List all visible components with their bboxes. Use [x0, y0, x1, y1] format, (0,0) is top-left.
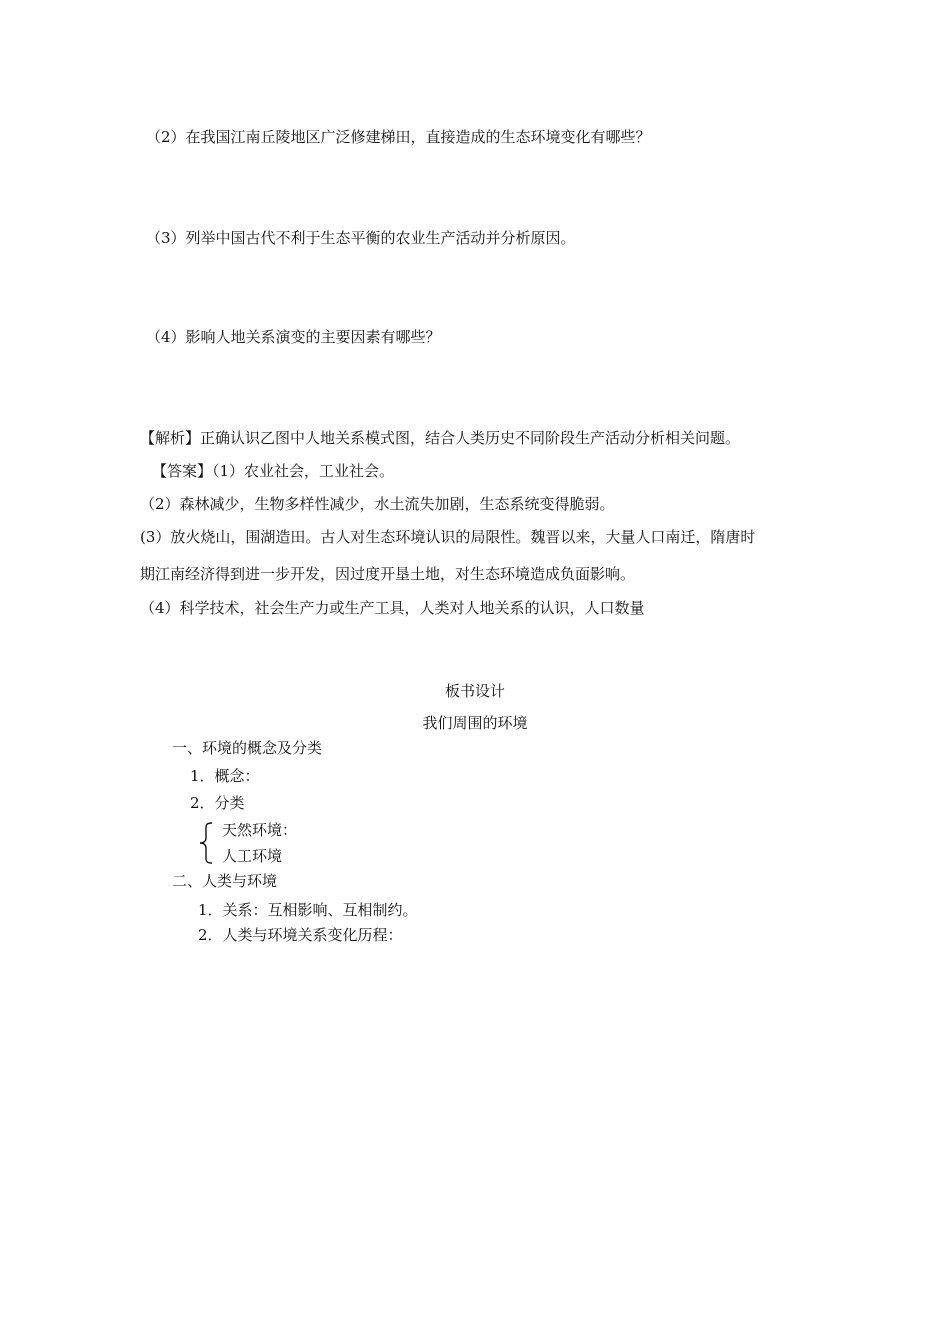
analysis-paragraph	[140, 428, 740, 448]
board-sub-natural: 天然环境：	[222, 821, 298, 839]
analysis-text: 正确认识乙图中人地关系模式图，结合人类历史不同阶段生产活动分析相关问题。	[200, 429, 741, 447]
analysis-label: 【解析】	[140, 429, 201, 447]
question-4: （4）影响人地关系演变的主要因素有哪些？	[146, 328, 441, 346]
answer-2: （2）森林减少，生物多样性减少，水土流失加剧，生态系统变得脆弱。	[140, 495, 615, 513]
board-title: 我们周围的环境	[422, 714, 528, 732]
answer-3-line-1: (3）放火烧山，围湖造田。古人对生态环境认识的局限性。魏晋以来，大量人口南迁，隋唐时	[140, 528, 756, 546]
answer-paragraph	[152, 461, 394, 481]
board-section-1: 一、环境的概念及分类	[172, 739, 323, 757]
board-sub-artificial: 人工环境	[222, 847, 283, 865]
question-2: （2）在我国江南丘陵地区广泛修建梯田，直接造成的生态环境变化有哪些？	[146, 128, 651, 146]
answer-label: 【答案】	[152, 462, 213, 480]
question-3: （3）列举中国古代不利于生态平衡的农业生产活动并分析原因。	[146, 229, 576, 247]
answer-3-line-2: 期江南经济得到进一步开发，因过度开垦土地，对生态环境造成负面影响。	[140, 565, 636, 583]
curly-brace-icon	[198, 822, 216, 864]
board-section-2-item-2: 2．人类与环境关系变化历程：	[198, 926, 403, 944]
board-section-1-item-1: 1．概念：	[190, 767, 260, 785]
board-heading: 板书设计	[444, 682, 505, 700]
answer-4: （4）科学技术，社会生产力或生产工具，人类对人地关系的认识，人口数量	[140, 599, 645, 617]
board-section-1-item-2: 2．分类	[190, 794, 245, 812]
board-section-2-item-1: 1．关系：互相影响、互相制约。	[198, 901, 418, 919]
board-section-2: 二、人类与环境	[172, 872, 278, 890]
answer-1: （1）农业社会，工业社会。	[212, 462, 395, 480]
